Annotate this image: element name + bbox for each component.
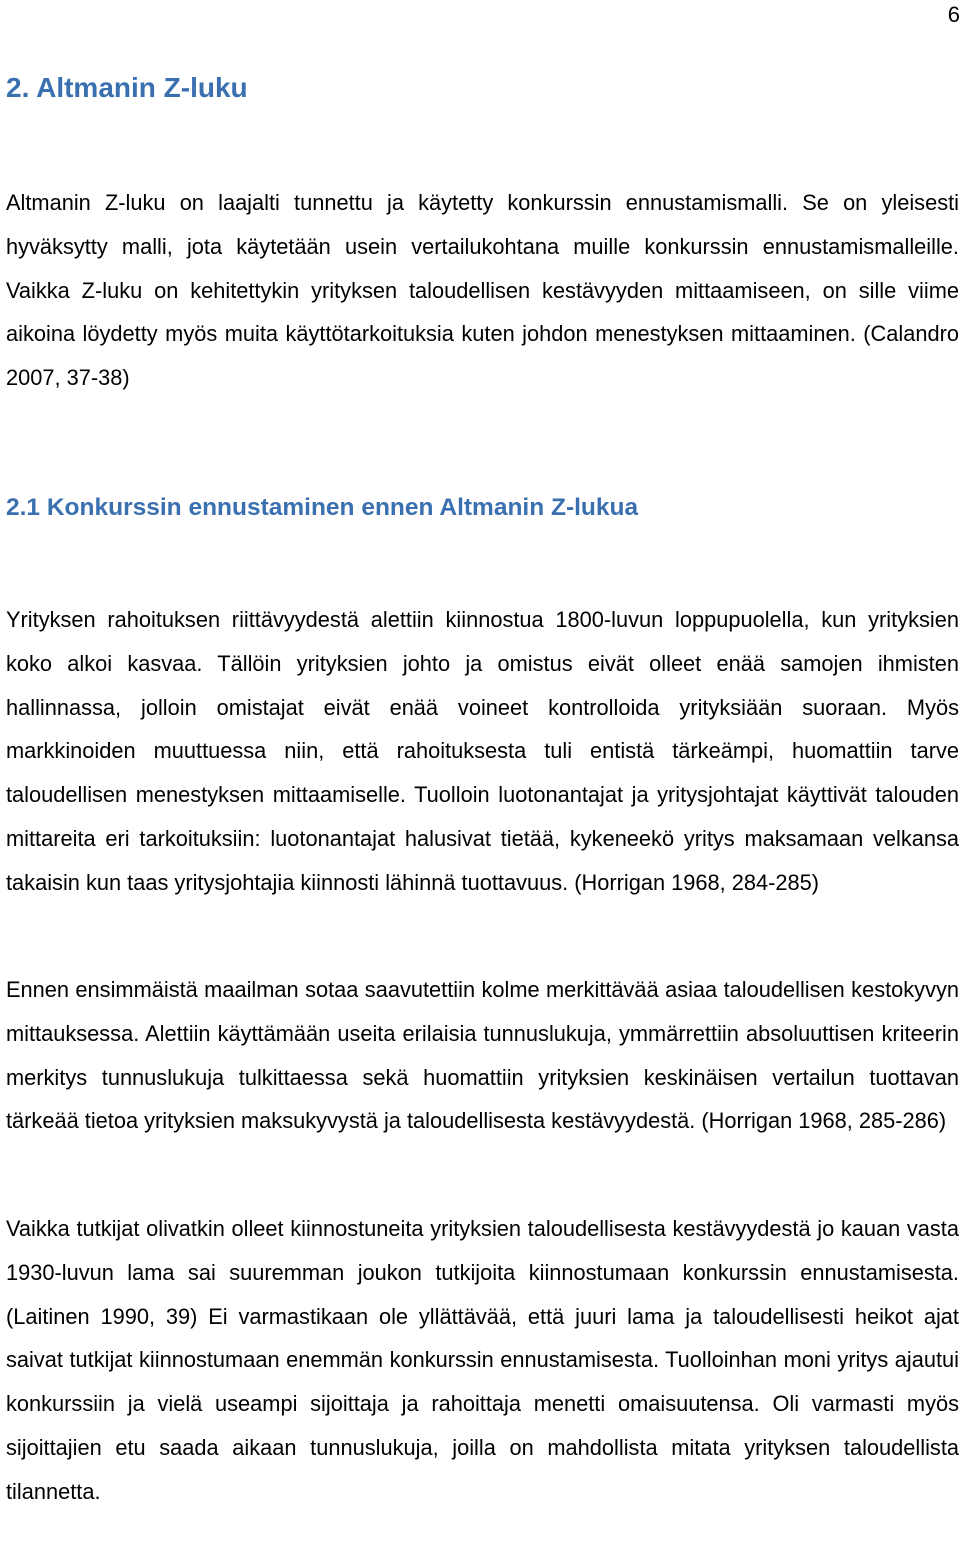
- section-heading: 2. Altmanin Z-luku: [6, 72, 248, 103]
- subsection-paragraph-2: Ennen ensimmäistä maailman sotaa saavutettiin kolme merkittävää asiaa taloudellisen kestokyvyn mittauksessa. Alettiin käyttämään useita erilaisia tunnuslukuja, ymmärrettiin absoluuttisen kriteerin merkitys tunnuslukuja tulkittaessa sekä huomattiin yrityksien keskinäisen vertailun tuottavan tärkeää tietoa yrityksien maksukyvystä ja taloudellisesta kestävyydestä. (Horrigan 1968, 285-286): [6, 977, 959, 1134]
- subsection-heading: 2.1 Konkurssin ennustaminen ennen Altmanin Z-lukua: [6, 494, 639, 521]
- page-number: 6: [947, 2, 960, 27]
- subsection-paragraph-1: Yrityksen rahoituksen riittävyydestä alettiin kiinnostua 1800-luvun loppupuolella, kun yrityksien koko alkoi kasvaa. Tällöin yrityksien johto ja omistus eivät olleet enää samojen ihmisten hallinnassa, jolloin omistajat eivät enää voineet kontrolloida yrityksiään suoraan. Myös markkinoiden muuttuessa niin, että rahoituksesta tuli entistä tärkeämpi, huomattiin tarve taloudellisen menestyksen mittaamiselle. Tuolloin luotonantajat ja yritysjohtajat käyttivät talouden mittareita eri tarkoituksiin: luotonantajat halusivat tietää, kykeneekö yritys maksamaan velkansa takaisin kun taas yritysjohtajia kiinnosti lähinnä tuottavuus. (Horrigan 1968, 284-285): [6, 607, 959, 895]
- subsection-paragraph-3: Vaikka tutkijat olivatkin olleet kiinnostuneita yrityksien taloudellisesta kestävyydestä jo kauan vasta 1930-luvun lama sai suuremman joukon tutkijoita kiinnostumaan konkurssin ennustamisesta. (Laitinen 1990, 39) Ei varmastikaan ole yllättävää, että juuri lama ja taloudellisesti heikot ajat saivat tutkijat kiinnostumaan enemmän konkurssin ennustamisesta. Tuolloinhan moni yritys ajautui konkurssiin ja vielä useampi sijoittaja ja rahoittaja menetti omaisuutensa. Oli varmasti myös sijoittajien etu saada aikaan tunnuslukuja, joilla on mahdollista mitata yrityksen taloudellista tilannetta.: [6, 1216, 959, 1504]
- section-paragraph: Altmanin Z-luku on laajalti tunnettu ja käytetty konkurssin ennustamismalli. Se on yleisesti hyväksytty malli, jota käytetään usein vertailukohtana muille konkurssin ennustamismalleille. Vaikka Z-luku on kehitettykin yrityksen taloudellisen kestävyyden mittaamiseen, on sille viime aikoina löydetty myös muita käyttötarkoituksia kuten johdon menestyksen mittaaminen. (Calandro 2007, 37-38): [6, 190, 959, 391]
